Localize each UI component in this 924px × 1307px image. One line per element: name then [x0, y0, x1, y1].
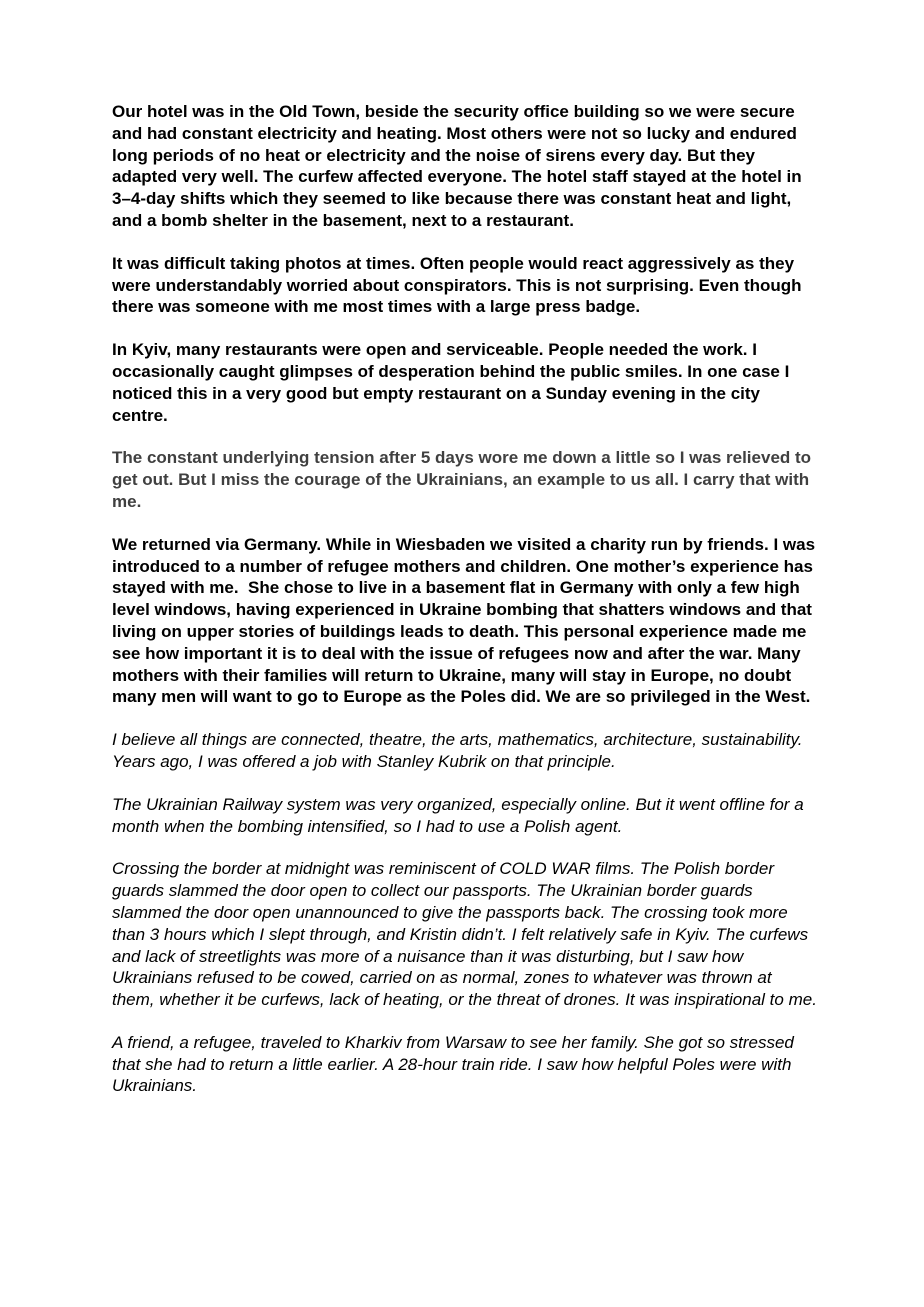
paragraph-friend-kharkiv: A friend, a refugee, traveled to Kharkiv from Warsaw to see her family. She got so stressed that she had to return a little earlier. A 28-hour train ride. I saw how helpful Poles were with Ukrainians.	[112, 1032, 799, 1096]
paragraph-return-via-germany: We returned via Germany. While in Wiesbaden we visited a charity run by friends. I was introduced to a number of refugee mothers and children. One mother’s experience has stayed with me. She chose to live in a basement flat in Germany with only a few high level windows, having experienced in Ukraine bombing that shatters windows and that living on upper stories of buildings leads to death. This personal experience made me see how important it is to deal with the issue of refugees now and after the war. Many mothers with their families will return to Ukraine, many will stay in Europe, no doubt many men will want to go to Europe as the Poles did. We are so privileged in the West.	[112, 534, 820, 707]
paragraph-kyiv-restaurants: In Kyiv, many restaurants were open and serviceable. People needed the work. I occasionally caught glimpses of desperation behind the public smiles. In one case I noticed this in a very good but empty restaurant on a Sunday evening in the city centre.	[112, 340, 795, 425]
paragraph-ukrainian-railway: The Ukrainian Railway system was very organized, especially online. But it went offline for a month when the bombing intensified, so I had to use a Polish agent.	[112, 794, 809, 836]
document-content	[112, 101, 818, 1097]
paragraph-underlying-tension: The constant underlying tension after 5 days wore me down a little so I was relieved to get out. But I miss the courage of the Ukrainians, an example to us all. I carry that with me.	[112, 448, 816, 511]
paragraph-hotel-old-town: Our hotel was in the Old Town, beside the security office building so we were secure and had constant electricity and heating. Most others were not so lucky and endured long periods of no heat or electricity and the noise of sirens every day. But they adapted very well. The curfew affected everyone. The hotel staff stayed at the hotel in 3–4-day shifts which they seemed to like because there was constant heat and light, and a bomb shelter in the basement, next to a restaurant.	[112, 102, 807, 230]
paragraph-border-crossing: Crossing the border at midnight was reminiscent of COLD WAR films. The Polish border guards slammed the door open to collect our passports. The Ukrainian border guards slammed the door open unannounced to give the passports back. The crossing took more than 3 hours which I slept through, and Kristin didn’t. I felt relatively safe in Kyiv. The curfews and lack of streetlights was more of a nuisance than it was disturbing, but I saw how Ukrainians refused to be cowed, carried on as normal, zones to whatever was thrown at them, whether it be curfews, lack of heating, or the threat of drones. It was inspirational to me.	[112, 859, 817, 1010]
paragraph-taking-photos: It was difficult taking photos at times. Often people would react aggressively as they were understandably worried about conspirators. This is not surprising. Even though there was someone with me most times with a large press badge.	[112, 253, 807, 317]
paragraph-all-things-connected: I believe all things are connected, theatre, the arts, mathematics, architecture, sustainability. Years ago, I was offered a job with Stanley Kubrik on that principle.	[112, 730, 807, 771]
